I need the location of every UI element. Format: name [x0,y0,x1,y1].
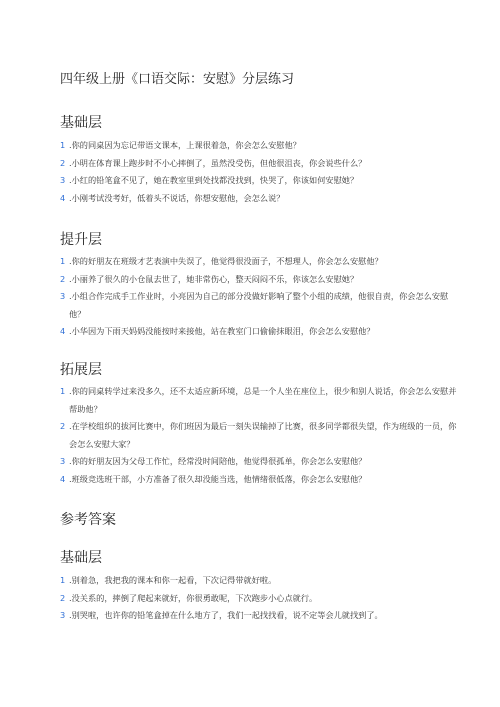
question-list-extension [60,383,460,488]
list-item [60,253,460,271]
item-separator: . [69,291,72,301]
list-item [60,471,460,489]
list-item [60,288,460,323]
item-text: 在学校组织的拔河比赛中，你们班因为最后一刻失误输掉了比赛，很多同学都很失望，作为班级的一员，你会怎么安慰大家？ [69,421,457,449]
item-separator: . [69,175,72,185]
answer-list-basic [60,572,460,625]
item-number: 1 [60,386,66,396]
item-text: 小刚考试没考好，低着头不说话，你想安慰他，会怎么说？ [71,192,285,203]
item-number: 2 [60,592,66,603]
item-text: 别哭啦，也许你的铅笔盒掉在什么地方了，我们一起找找看，说不定等会儿就找到了。 [71,610,383,620]
list-item [60,323,460,341]
section-heading-answers-basic: 基础层 [60,550,102,566]
section-heading-answers: 参考答案 [60,512,116,528]
item-separator: . [69,273,72,284]
list-item [60,453,460,471]
item-number: 4 [60,473,66,484]
item-number: 2 [60,157,66,168]
section-heading-advanced: 提升层 [60,232,102,248]
list-item [60,271,460,289]
item-separator: . [69,610,72,620]
item-separator: . [69,140,72,150]
item-text: 小组合作完成手工作业时，小亮因为自己的部分没做好影响了整个小组的成绩，他很自责，你会怎么安慰他？ [69,291,449,319]
list-item [60,190,460,208]
list-item [60,155,460,173]
item-separator: . [69,592,72,603]
item-number: 3 [60,175,66,185]
item-number: 3 [60,291,66,301]
item-text: 小华因为下雨天妈妈没能按时来接他，站在教室门口偷偷抹眼泪，你会怎么安慰他？ [71,326,375,336]
item-separator: . [69,192,72,203]
question-list-advanced [60,253,460,341]
section-heading-extension: 拓展层 [60,362,102,378]
item-separator: . [69,575,72,585]
list-item [60,172,460,190]
item-text: 没关系的，摔倒了爬起来就好，你很勇敢呢，下次跑步小心点就行。 [71,592,318,603]
item-text: 你的同桌转学过来没多久，还不太适应新环境，总是一个人坐在座位上，很少和别人说话，你会怎么安慰并帮助他？ [69,386,457,414]
item-text: 小丽养了很久的小仓鼠去世了，她非常伤心，整天闷闷不乐，你该怎么安慰她？ [71,273,359,284]
item-separator: . [69,326,72,336]
page-title: 四年级上册《口语交际：安慰》分层练习 [60,72,295,87]
list-item [60,418,460,453]
item-text: 你的好朋友在班级才艺表演中失误了，他觉得很没面子，不想理人，你会怎么安慰他？ [71,256,383,266]
item-text: 你的好朋友因为父母工作忙，经常没时间陪他，他觉得很孤单，你会怎么安慰他？ [71,456,367,466]
item-text: 别着急，我把我的课本和你一起看，下次记得带就好啦。 [71,575,277,585]
item-number: 2 [60,273,66,284]
item-number: 4 [60,192,66,203]
section-heading-basic: 基础层 [60,115,102,131]
item-separator: . [69,421,72,431]
item-number: 3 [60,456,66,466]
list-item [60,383,460,418]
item-separator: . [69,386,72,396]
item-number: 1 [60,575,66,585]
item-text: 班级竞选班干部，小方准备了很久却没能当选，他情绪很低落，你会怎么安慰他？ [71,473,367,484]
list-item [60,572,460,590]
item-number: 3 [60,610,66,620]
list-item [60,590,460,608]
item-number: 2 [60,421,66,431]
item-number: 1 [60,256,66,266]
item-text: 小红的铅笔盒不见了，她在教室里到处找都没找到，快哭了，你该如何安慰她？ [71,175,359,185]
item-separator: . [69,157,72,168]
question-list-basic [60,137,460,207]
list-item [60,137,460,155]
item-separator: . [69,456,72,466]
item-number: 1 [60,140,66,150]
item-separator: . [69,256,72,266]
item-text: 小明在体育课上跑步时不小心摔倒了，虽然没受伤，但他很沮丧，你会说些什么？ [71,157,367,168]
list-item [60,607,460,625]
item-separator: . [69,473,72,484]
item-text: 你的同桌因为忘记带语文课本，上课很着急，你会怎么安慰他？ [71,140,301,150]
item-number: 4 [60,326,66,336]
